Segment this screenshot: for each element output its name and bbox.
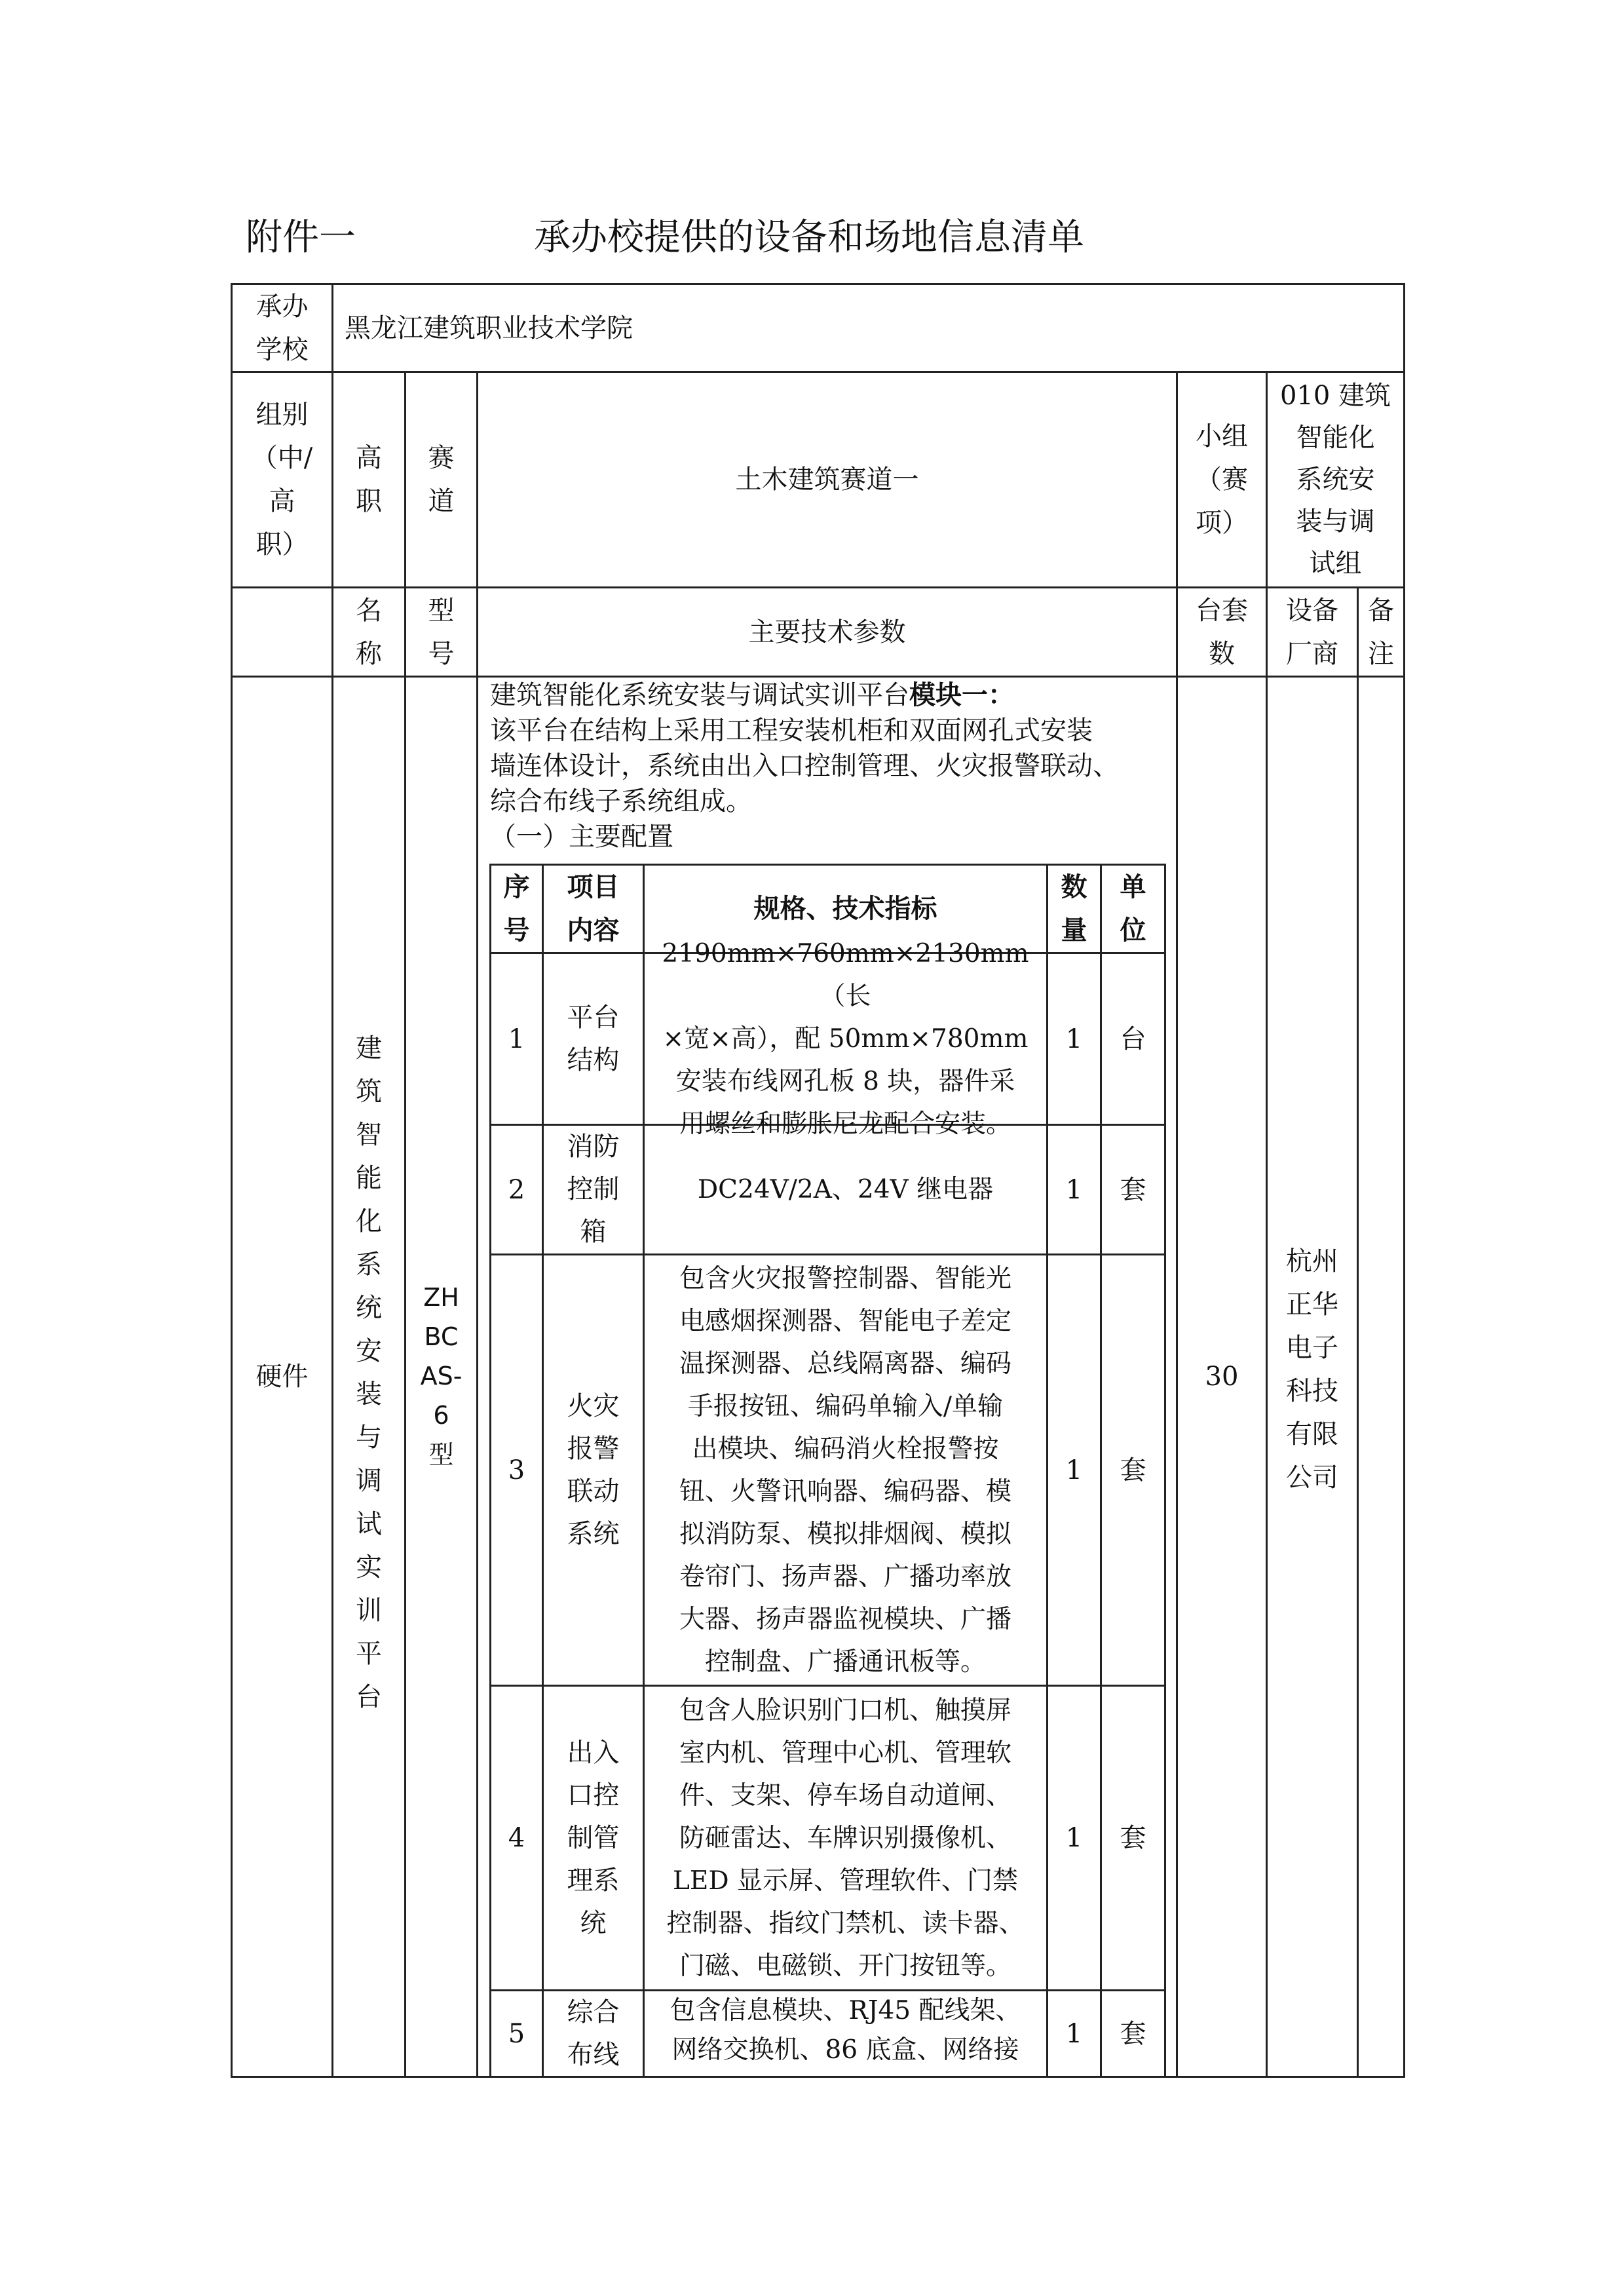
inner-item-line: 内容 xyxy=(567,915,620,946)
intro-line: 综合布线子系统组成。 xyxy=(490,786,752,816)
table-rule xyxy=(1403,283,1405,2078)
item-qty: 1 xyxy=(1065,1823,1083,1853)
item-seq: 5 xyxy=(508,2018,525,2049)
item-qty: 1 xyxy=(1065,2018,1083,2049)
item-spec-line: 出模块、编码消火栓报警按 xyxy=(692,1434,999,1464)
item-name-line: 统 xyxy=(580,1907,607,1938)
item-spec-line: ×宽×高），配 50mm×780mm xyxy=(662,1024,1029,1054)
col-model-line: 号 xyxy=(428,638,455,669)
vendor-line: 电子 xyxy=(1286,1333,1338,1363)
intro-prefix: 建筑智能化系统安装与调试实训平台 xyxy=(490,680,909,710)
item-spec-line: 卷帘门、扬声器、广播功率放 xyxy=(679,1561,1011,1592)
inner-seq-header xyxy=(491,866,542,952)
item-spec xyxy=(645,1687,1046,1989)
col-model-header xyxy=(406,588,476,676)
hardware-name-char: 筑 xyxy=(356,1077,382,1107)
item-seq: 4 xyxy=(508,1823,525,1853)
col-remark-line: 备 xyxy=(1368,595,1394,626)
item-name-line: 综合 xyxy=(567,1997,620,2027)
item-name-line: 消防 xyxy=(567,1132,620,1162)
model-line: AS- xyxy=(420,1362,463,1390)
subgroup-value-line: 装与调 xyxy=(1296,507,1375,537)
hardware-name-char: 智 xyxy=(356,1120,382,1150)
item-seq: 2 xyxy=(508,1174,525,1205)
item-qty: 1 xyxy=(1065,1024,1083,1054)
col-qty-line: 数 xyxy=(1209,638,1235,669)
hardware-name-char: 安 xyxy=(356,1336,382,1366)
item-spec-line: DC24V/2A、24V 继电器 xyxy=(697,1174,994,1204)
item-spec xyxy=(645,1255,1046,1685)
hardware-name-char: 系 xyxy=(356,1250,382,1280)
school-label-line: 学校 xyxy=(255,334,309,365)
school-label-line: 承办 xyxy=(255,291,309,322)
vendor-line: 科技 xyxy=(1286,1376,1338,1406)
item-name-line: 控制 xyxy=(567,1174,620,1204)
hardware-model xyxy=(406,1245,476,1507)
inner-seq-line: 序 xyxy=(503,872,530,902)
item-unit: 套 xyxy=(1120,1174,1146,1205)
group-value-line: 高 xyxy=(356,443,382,473)
item-name-line: 箱 xyxy=(580,1217,607,1247)
item-seq: 3 xyxy=(508,1455,525,1485)
item-spec-line: 防砸雷达、车牌识别摄像机、 xyxy=(679,1823,1011,1853)
item-name-line: 布线 xyxy=(567,2039,620,2070)
hardware-qty: 30 xyxy=(1205,1362,1239,1392)
intro-line: 墙连体设计，系统由出入口控制管理、火灾报警联动、 xyxy=(490,751,1119,781)
hardware-name xyxy=(333,1022,404,1723)
col-vendor-line: 厂商 xyxy=(1286,638,1338,669)
item-seq: 1 xyxy=(508,1024,525,1054)
subgroup-value-line: 试组 xyxy=(1309,548,1362,579)
col-name-header xyxy=(333,588,404,676)
item-unit: 套 xyxy=(1120,2018,1146,2049)
item-spec-line: 温探测器、总线隔离器、编码 xyxy=(679,1349,1011,1379)
inner-qty-line: 量 xyxy=(1061,915,1087,946)
hardware-name-char: 平 xyxy=(356,1639,382,1669)
col-remark-line: 注 xyxy=(1368,638,1394,669)
inner-rule xyxy=(1164,864,1166,2078)
item-name-line: 理系 xyxy=(567,1865,620,1896)
subgroup-label xyxy=(1178,373,1266,586)
vendor-line: 正华 xyxy=(1286,1290,1338,1320)
subgroup-label-line: 小组 xyxy=(1196,421,1248,451)
model-line: ZH xyxy=(423,1283,459,1312)
inner-unit-line: 位 xyxy=(1120,915,1146,946)
attachment-label: 附件一 xyxy=(246,216,356,259)
item-name xyxy=(544,954,643,1124)
hardware-name-char: 统 xyxy=(356,1293,382,1323)
item-name xyxy=(544,1255,643,1685)
item-spec-line: 电感烟探测器、智能电子差定 xyxy=(679,1306,1011,1336)
item-spec-line: 安装布线网孔板 8 块，器件采 xyxy=(675,1067,1015,1096)
item-name-line: 出入 xyxy=(567,1737,620,1768)
group-value xyxy=(333,373,404,586)
item-spec xyxy=(645,939,1046,1139)
col-qty-line: 台套 xyxy=(1196,595,1248,626)
item-name-line: 口控 xyxy=(567,1780,620,1810)
col-remark-header xyxy=(1359,588,1403,676)
item-name-line: 结构 xyxy=(567,1044,620,1075)
item-unit: 套 xyxy=(1120,1455,1146,1485)
group-label-line: 高 xyxy=(269,486,295,516)
item-spec-line: 件、支架、停车场自动道闸、 xyxy=(679,1780,1011,1810)
inner-unit-line: 单 xyxy=(1120,872,1146,902)
hardware-name-char: 训 xyxy=(356,1596,382,1626)
item-name-line: 系统 xyxy=(567,1518,620,1549)
inner-seq-line: 号 xyxy=(503,915,530,946)
item-spec-line: 包含信息模块、RJ45 配线架、 xyxy=(670,1996,1021,2025)
item-name-line: 制管 xyxy=(567,1822,620,1853)
school-label xyxy=(233,285,331,371)
hardware-name-char: 与 xyxy=(356,1423,382,1453)
intro-line: 该平台在结构上采用工程安装机柜和双面网孔式安装 xyxy=(490,716,1093,746)
item-name-line: 火灾 xyxy=(567,1390,620,1421)
item-spec-line: 控制器、指纹门禁机、读卡器、 xyxy=(666,1908,1025,1938)
subgroup-label-line: 项） xyxy=(1196,508,1248,538)
item-name xyxy=(544,1991,643,2076)
col-name-line: 名 xyxy=(356,595,382,626)
model-line: 6 xyxy=(433,1401,449,1430)
school-value: 黑龙江建筑职业技术学院 xyxy=(345,313,633,343)
track-value: 土木建筑赛道一 xyxy=(735,465,919,495)
track-label-line: 赛 xyxy=(428,443,455,473)
hardware-vendor xyxy=(1268,1232,1357,1507)
item-name-line: 平台 xyxy=(567,1002,620,1033)
hardware-name-char: 台 xyxy=(356,1682,382,1712)
item-spec-line: LED 显示屏、管理软件、门禁 xyxy=(672,1866,1019,1896)
hardware-intro xyxy=(490,678,1175,854)
model-line: BC xyxy=(424,1322,459,1351)
col-vendor-line: 设备 xyxy=(1286,595,1338,626)
section-heading: （一）主要配置 xyxy=(490,822,673,852)
item-spec xyxy=(645,1126,1046,1253)
col-vendor-header xyxy=(1268,588,1357,676)
item-spec xyxy=(645,1991,1046,2076)
page-title: 承办校提供的设备和场地信息清单 xyxy=(534,216,1084,259)
item-spec-line: 大器、扬声器监视模块、广播 xyxy=(679,1604,1011,1634)
item-unit: 套 xyxy=(1120,1823,1146,1853)
item-spec-line: 门磁、电磁锁、开门按钮等。 xyxy=(679,1951,1011,1981)
group-label xyxy=(233,373,331,586)
item-spec-line: 钮、火警讯响器、编码器、模 xyxy=(679,1476,1011,1506)
group-label-line: 组别 xyxy=(255,400,309,430)
col-model-line: 型 xyxy=(428,595,455,626)
inner-spec-header: 规格、技术指标 xyxy=(753,894,937,924)
inner-qty-header xyxy=(1048,866,1100,952)
track-label-line: 道 xyxy=(428,486,455,516)
item-spec-line: 2190mm×760mm×2130mm（长 xyxy=(662,939,1029,1011)
item-qty: 1 xyxy=(1065,1455,1083,1485)
hardware-name-char: 实 xyxy=(356,1552,382,1582)
group-value-line: 职 xyxy=(356,486,382,516)
subgroup-value xyxy=(1268,373,1403,586)
table-rule xyxy=(1357,586,1359,2078)
inner-item-line: 项目 xyxy=(567,872,620,902)
item-unit: 台 xyxy=(1120,1024,1146,1054)
group-label-line: 职） xyxy=(255,529,309,560)
track-label xyxy=(406,373,476,586)
item-qty: 1 xyxy=(1065,1174,1083,1205)
col-params-header: 主要技术参数 xyxy=(748,617,906,647)
item-name xyxy=(544,1687,643,1989)
vendor-line: 杭州 xyxy=(1286,1246,1338,1276)
subgroup-value-line: 010 建筑 xyxy=(1279,381,1391,411)
hardware-category: 硬件 xyxy=(255,1362,309,1392)
hardware-name-char: 化 xyxy=(356,1206,382,1236)
subgroup-value-line: 智能化 xyxy=(1296,423,1375,453)
hardware-name-char: 调 xyxy=(356,1466,382,1496)
hardware-name-char: 建 xyxy=(356,1033,382,1063)
item-spec-line: 包含火灾报警控制器、智能光 xyxy=(679,1263,1011,1293)
col-name-line: 称 xyxy=(356,638,382,669)
subgroup-value-line: 系统安 xyxy=(1296,465,1375,495)
item-spec-line: 拟消防泵、模拟排烟阀、模拟 xyxy=(679,1519,1011,1549)
model-line: 型 xyxy=(428,1440,454,1469)
item-spec-line: 包含人脸识别门口机、触摸屏 xyxy=(679,1695,1011,1725)
table-rule xyxy=(231,2076,1405,2078)
intro-heading xyxy=(490,678,1175,713)
inner-qty-line: 数 xyxy=(1061,872,1087,902)
item-name xyxy=(544,1126,643,1253)
item-name-line: 报警 xyxy=(567,1433,620,1464)
vendor-line: 有限 xyxy=(1286,1419,1338,1449)
item-name-line: 联动 xyxy=(567,1476,620,1506)
group-label-line: （中/ xyxy=(251,443,313,473)
item-spec-line: 用螺丝和膨胀尼龙配合安装。 xyxy=(679,1109,1011,1139)
item-spec-line: 网络交换机、86 底盒、网络接 xyxy=(671,2035,1019,2065)
col-qty-header xyxy=(1178,588,1266,676)
hardware-name-char: 试 xyxy=(356,1509,382,1539)
vendor-line: 公司 xyxy=(1286,1463,1338,1493)
hardware-name-char: 装 xyxy=(356,1379,382,1409)
intro-bold: 模块一： xyxy=(909,679,1014,710)
inner-item-header xyxy=(544,866,643,952)
item-spec-line: 室内机、管理中心机、管理软 xyxy=(679,1738,1011,1768)
item-spec-line: 手报按钮、编码单输入/单输 xyxy=(687,1391,1004,1421)
item-spec-line: 控制盘、广播通讯板等。 xyxy=(704,1647,986,1677)
hardware-name-char: 能 xyxy=(356,1163,382,1193)
subgroup-label-line: （赛 xyxy=(1196,465,1248,495)
inner-unit-header xyxy=(1102,866,1164,952)
